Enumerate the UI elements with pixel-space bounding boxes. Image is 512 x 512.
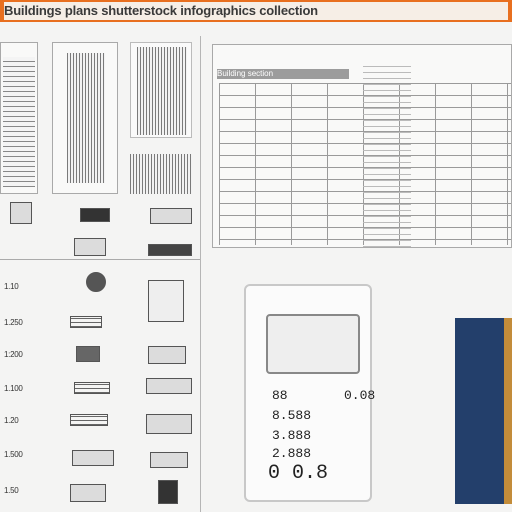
door-icon[interactable] [74, 238, 106, 256]
scale-label: 1.500 [4, 450, 23, 459]
detail-value: 0.08 [344, 388, 376, 403]
divider-vertical [200, 36, 201, 512]
frame-icon[interactable] [146, 414, 192, 434]
device-icon [266, 314, 360, 374]
elevation-thumbnail[interactable] [52, 42, 118, 194]
facade-thumbnail[interactable] [130, 42, 192, 138]
scale-list [0, 270, 200, 510]
spec-sheet-header: Building section [217, 69, 349, 79]
floorplan-drawing [3, 57, 35, 187]
tower-icon[interactable] [148, 280, 184, 322]
color-sample-panel [455, 318, 512, 504]
scale-label: 1.250 [4, 318, 23, 327]
truck-icon[interactable] [150, 208, 192, 224]
accent-stripe [504, 318, 512, 504]
column-icon[interactable] [158, 480, 178, 504]
stair-icon[interactable] [70, 316, 102, 328]
scale-label: 1.20 [4, 416, 19, 425]
spec-sheet-panel [212, 44, 512, 248]
vent-icon[interactable] [70, 484, 106, 502]
ramp-icon[interactable] [76, 346, 100, 362]
building-elevation [363, 61, 411, 247]
wall-icon[interactable] [150, 452, 188, 468]
window-icon[interactable] [86, 272, 106, 292]
floorplan-thumbnail-1[interactable] [0, 42, 38, 194]
header-bar [0, 0, 512, 22]
tools-icon[interactable] [148, 244, 192, 256]
scale-label: 1:200 [4, 350, 23, 359]
scale-label: 1.100 [4, 384, 23, 393]
detail-value: 8.588 [272, 408, 312, 423]
pipe-icon[interactable] [72, 450, 114, 466]
scale-label: 1.10 [4, 282, 19, 291]
elevation-drawing [67, 53, 105, 183]
slab-icon[interactable] [146, 378, 192, 394]
panel-icon[interactable] [148, 346, 186, 364]
detail-card[interactable] [244, 284, 376, 502]
page-title: Buildings plans shutterstock infographics collection [4, 2, 508, 20]
detail-value: 2.888 [272, 446, 312, 461]
detail-big-value: 0 0.8 [268, 462, 329, 485]
detail-value: 3.888 [272, 428, 312, 443]
detail-value: 88 [272, 388, 288, 403]
icon-row-top [0, 198, 200, 260]
beam-icon[interactable] [70, 414, 108, 426]
section-thumbnail[interactable] [130, 154, 192, 194]
facade-drawing [137, 47, 187, 135]
scale-label: 1.50 [4, 486, 19, 495]
rail-icon[interactable] [74, 382, 110, 394]
building-icon[interactable] [10, 202, 32, 224]
crane-icon[interactable] [80, 208, 110, 222]
